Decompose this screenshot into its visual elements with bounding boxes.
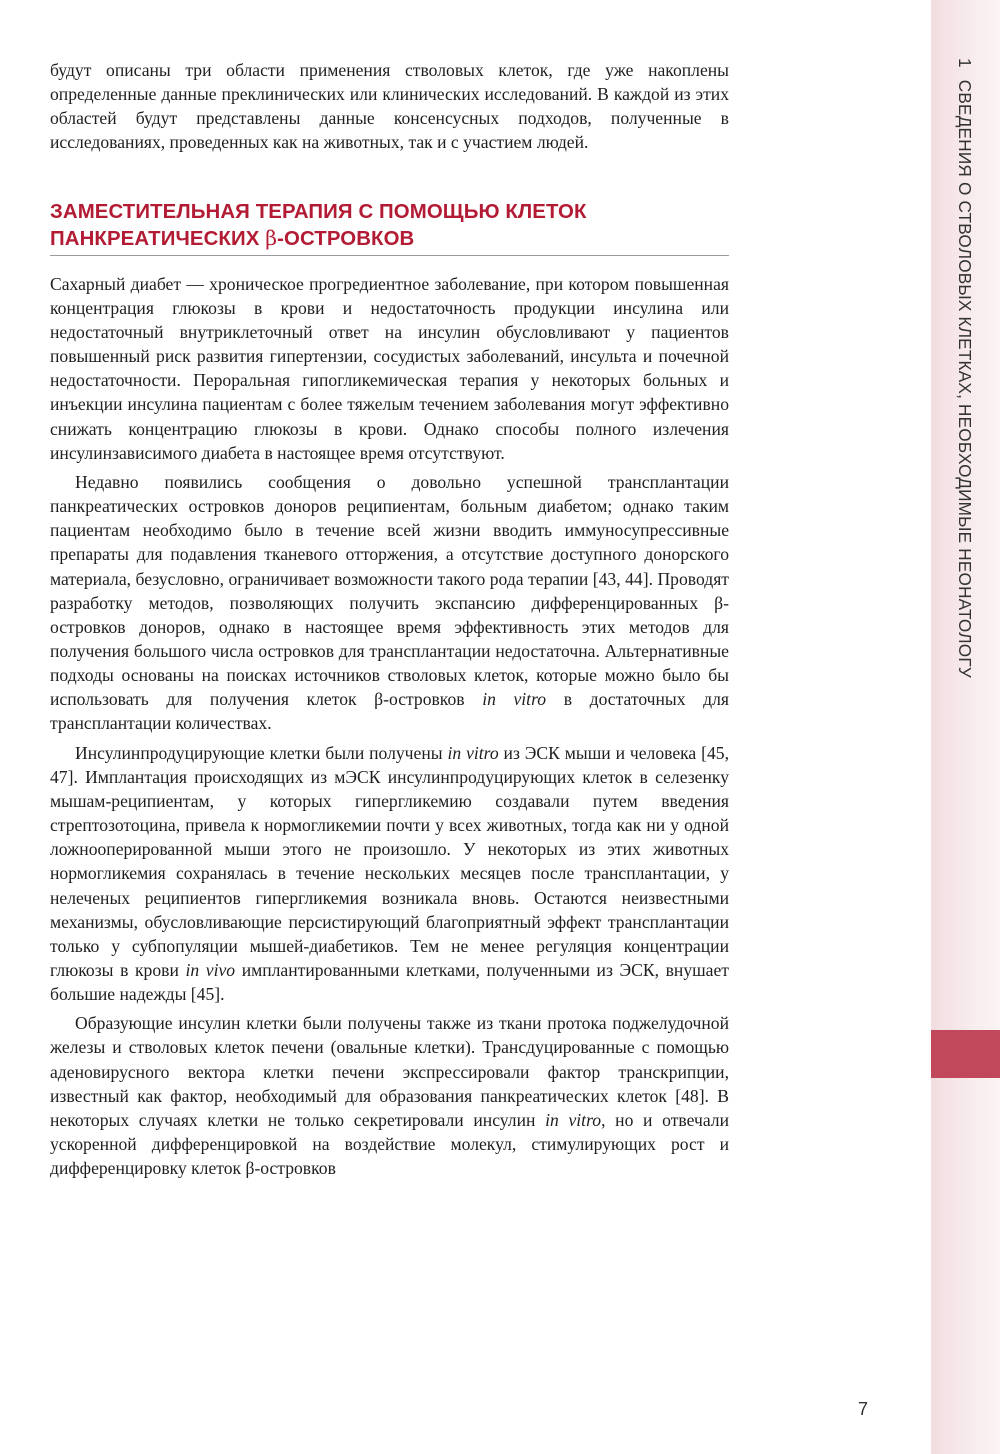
- paragraph-3-italic-a: in vitro: [447, 742, 499, 763]
- chapter-title: СВЕДЕНИЯ О СТВОЛОВЫХ КЛЕТКАХ, НЕОБХОДИМЫЕ НЕОНАТОЛОГУ: [955, 79, 975, 678]
- paragraph-4-text-a: Образующие инсулин клетки были получены также из ткани протока поджелудочной железы и стволовых клеток печени (овальные клетки). Трансдуцированные с помощью аденовирусного вектора клетки печени экспрессировали фактор транскрипции, известный как фактор, необходимый для образования панкреатических клеток [48]. В некоторых случаях клетки не только секретировали инсулин: [50, 1013, 729, 1130]
- section-body: [50, 272, 729, 1181]
- paragraph-4-text-b: , но и отвечали ускоренной дифференцировкой на воздействие молекул, стимулирующих рост и дифференцировку клеток β-островков: [50, 1109, 729, 1179]
- chapter-marker: [931, 1030, 1000, 1078]
- paragraph-4: [50, 1011, 729, 1180]
- page-body: [50, 58, 729, 1180]
- paragraph-2-text-b: в достаточных для трансплантации количествах.: [50, 689, 729, 734]
- paragraph-3-text-a: Инсулинпродуцирующие клетки были получены: [75, 742, 448, 763]
- paragraph-1: Сахарный диабет — хроническое прогредиентное заболевание, при котором повышенная концентрация глюкозы в крови и недостаточность продукции инсулина или недостаточный внутриклеточный ответ на инсулин обусловливают у пациентов повышенный риск развития гипертензии, сосудистых заболеваний, инсульта и почечной недостаточности. Пероральная гипогликемическая терапия у некоторых больных и инъекции инсулина пациентам с более тяжелым течением заболевания могут эффективно снижать концентрацию глюкозы в крови. Однако способы полного излечения инсулинзависимого диабета в настоящее время отсутствуют.: [50, 273, 729, 463]
- chapter-running-head: [939, 58, 991, 678]
- section-heading-line2-start: ПАНКРЕАТИЧЕСКИХ: [50, 227, 266, 250]
- paragraph-3-text-b: из ЭСК мыши и человека [45, 47]. Имплантация происходящих из мЭСК инсулинпродуцирующих клеток в селезенку мышам-реципиентам, у которых гипергликемию создавали путем введения стрептозотоцина, привела к нормогликемии почти у всех животных, тогда как ни у одной ложнооперированной мыши этого не произошло. У некоторых из этих животных нормогликемия сохранялась в течение нескольких месяцев после трансплантации, у нелеченых реципиентов гипергликемия возникала вновь. Остаются неизвестными механизмы, обусловливающие персистирующий благоприятный эффект трансплантации только у субпопуляции мышей-диабетиков. Тем не менее регуляция концентрации глюкозы в крови: [50, 742, 729, 980]
- paragraph-2-italic: in vitro: [482, 689, 547, 710]
- paragraph-2-text-a: Недавно появились сообщения о довольно успешной трансплантации панкреатических островков доноров реципиентам, больным диабетом; однако таким пациентам необходимо было в течение всей жизни вводить иммуносупрессивные препараты для подавления тканевого отторжения, а отсутствие доступного донорского материала, безусловно, ограничивает возможности такого рода терапии [43, 44]. Проводят разработку методов, позволяющих получить экспансию дифференцированных β-островков доноров, однако в настоящее время эффективность этих методов для получения большого числа островков для трансплантации недостаточна. Альтернативные подходы основаны на поисках источников стволовых клеток, которые можно было бы использовать для получения клеток β-островков: [50, 471, 729, 710]
- paragraph-4-italic: in vitro: [545, 1109, 602, 1130]
- paragraph-3-text-c: имплантированными клетками, полученными из ЭСК, внушает большие надежды [45].: [50, 960, 729, 1005]
- paragraph-2: [50, 470, 729, 736]
- section-heading-line1: ЗАМЕСТИТЕЛЬНАЯ ТЕРАПИЯ С ПОМОЩЬЮ КЛЕТОК: [50, 200, 587, 223]
- page-number: 7: [857, 1399, 868, 1419]
- paragraph-3-italic-b: in vivo: [185, 960, 236, 980]
- section-heading-beta: β: [265, 225, 278, 250]
- chapter-number: 1: [955, 58, 975, 68]
- intro-paragraph: будут описаны три области применения стволовых клеток, где уже накоплены определенные данные преклинических или клинических исследований. В каждой из этих областей будут представлены данные консенсусных подходов, полученные в исследованиях, проведенных как на животных, так и с участием людей.: [50, 60, 729, 153]
- paragraph-3: [50, 741, 729, 1007]
- section-heading: [50, 199, 729, 256]
- section-heading-line2-end: -ОСТРОВКОВ: [277, 227, 415, 250]
